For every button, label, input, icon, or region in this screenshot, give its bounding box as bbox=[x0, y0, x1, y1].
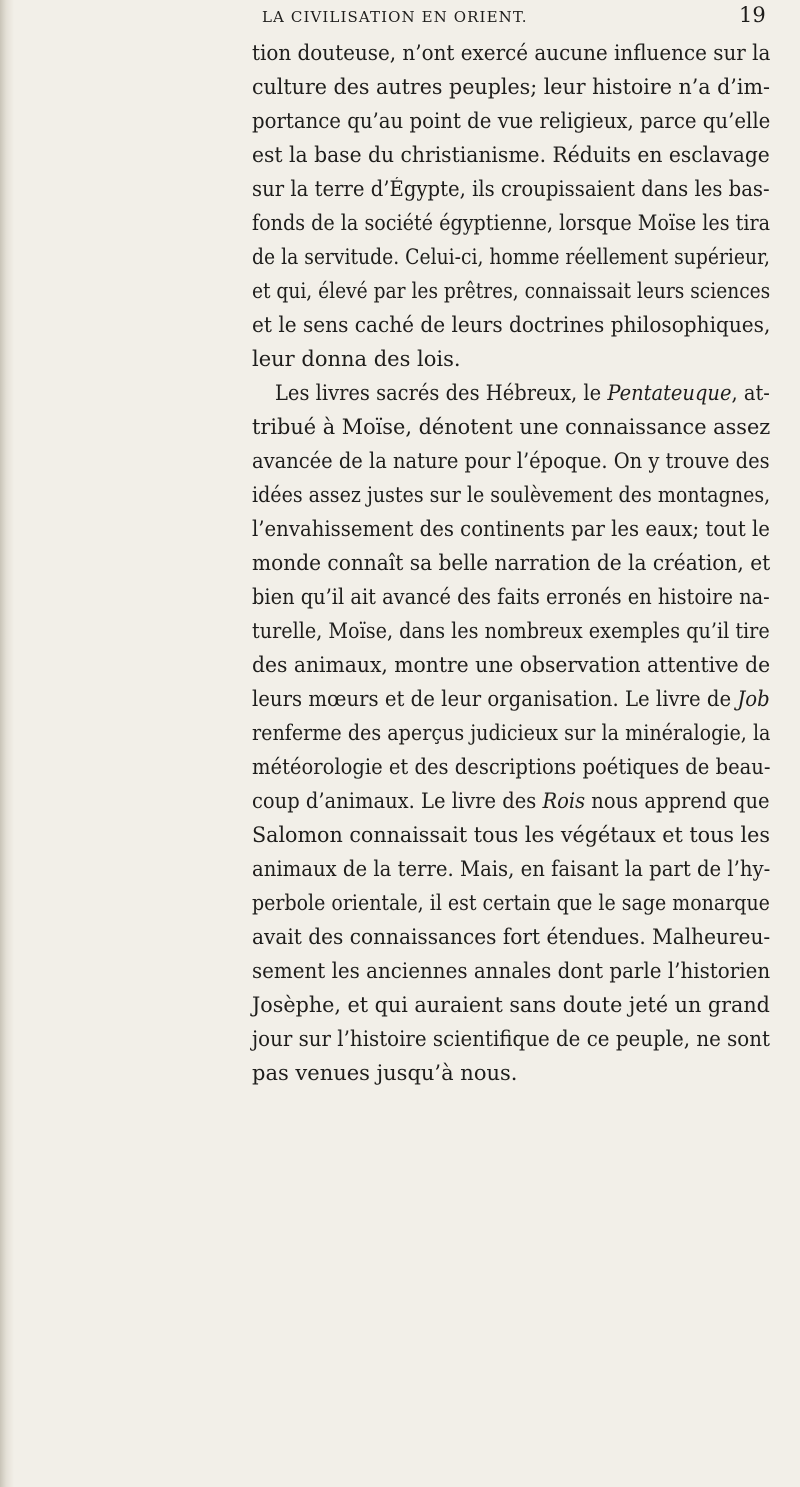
page-number: 19 bbox=[739, 3, 766, 27]
text-line: avait des connaissances fort étendues. Malheureu- bbox=[252, 925, 771, 949]
text-span: Les livres sacrés des Hébreux, le bbox=[275, 381, 608, 405]
text-line: Salomon connaissait tous les végétaux et tous les bbox=[252, 823, 770, 847]
text-line bbox=[275, 376, 770, 410]
text-line bbox=[252, 682, 770, 716]
text-span: leurs mœurs et de leur organisation. Le livre de bbox=[252, 687, 738, 711]
book-title-job: Job bbox=[737, 687, 770, 711]
book-title-pentateuque: Pentateuque bbox=[607, 381, 732, 405]
text-line: turelle, Moïse, dans les nombreux exemples qu’il tire bbox=[252, 619, 770, 643]
text-line: pas venues jusqu’à nous. bbox=[252, 1061, 518, 1085]
text-line: de la servitude. Celui-ci, homme réellement supérieur, bbox=[252, 245, 770, 269]
text-line: leur donna des lois. bbox=[252, 347, 461, 371]
text-line: Josèphe, et qui auraient sans doute jeté un grand bbox=[252, 993, 770, 1017]
text-line: et qui, élevé par les prêtres, connaissait leurs sciences bbox=[252, 279, 771, 303]
text-line: jour sur l’histoire scientifique de ce peuple, ne sont bbox=[252, 1027, 770, 1051]
text-line: sur la terre d’Égypte, ils croupissaient dans les bas- bbox=[252, 177, 770, 201]
text-line: et le sens caché de leurs doctrines philosophiques, bbox=[252, 313, 771, 337]
text-line: des animaux, montre une observation attentive de bbox=[252, 653, 771, 677]
text-line: sement les anciennes annales dont parle l’historien bbox=[252, 959, 771, 983]
page-header bbox=[0, 0, 800, 40]
text-span: , at- bbox=[731, 381, 770, 405]
text-line: météorologie et des descriptions poétiques de beau- bbox=[252, 755, 771, 779]
text-line: monde connaît sa belle narration de la création, et bbox=[252, 551, 771, 575]
text-line: est la base du christianisme. Réduits en esclavage bbox=[252, 143, 770, 167]
book-title-rois: Rois bbox=[542, 789, 586, 813]
text-span: nous apprend que bbox=[585, 789, 770, 813]
text-line: perbole orientale, il est certain que le sage monarque bbox=[252, 891, 770, 915]
text-line: culture des autres peuples; leur histoire n’a d’im- bbox=[252, 75, 770, 99]
text-line bbox=[252, 784, 770, 818]
text-span: coup d’animaux. Le livre des bbox=[252, 789, 543, 813]
text-line: portance qu’au point de vue religieux, parce qu’elle bbox=[252, 109, 771, 133]
text-line: tion douteuse, n’ont exercé aucune influence sur la bbox=[252, 41, 771, 65]
text-line: idées assez justes sur le soulèvement des montagnes, bbox=[252, 483, 771, 507]
text-line: l’envahissement des continents par les eaux; tout le bbox=[252, 517, 770, 541]
text-line: bien qu’il ait avancé des faits erronés en histoire na- bbox=[252, 585, 770, 609]
text-line: animaux de la terre. Mais, en faisant la part de l’hy- bbox=[252, 857, 771, 881]
running-title: LA CIVILISATION EN ORIENT. bbox=[262, 8, 528, 26]
page-gutter-shadow bbox=[0, 0, 14, 1487]
text-line: avancée de la nature pour l’époque. On y trouve des bbox=[252, 449, 770, 473]
text-line: tribué à Moïse, dénotent une connaissance assez bbox=[252, 415, 771, 439]
text-line: fonds de la société égyptienne, lorsque Moïse les tira bbox=[252, 211, 771, 235]
text-line: renferme des aperçus judicieux sur la minéralogie, la bbox=[252, 721, 771, 745]
